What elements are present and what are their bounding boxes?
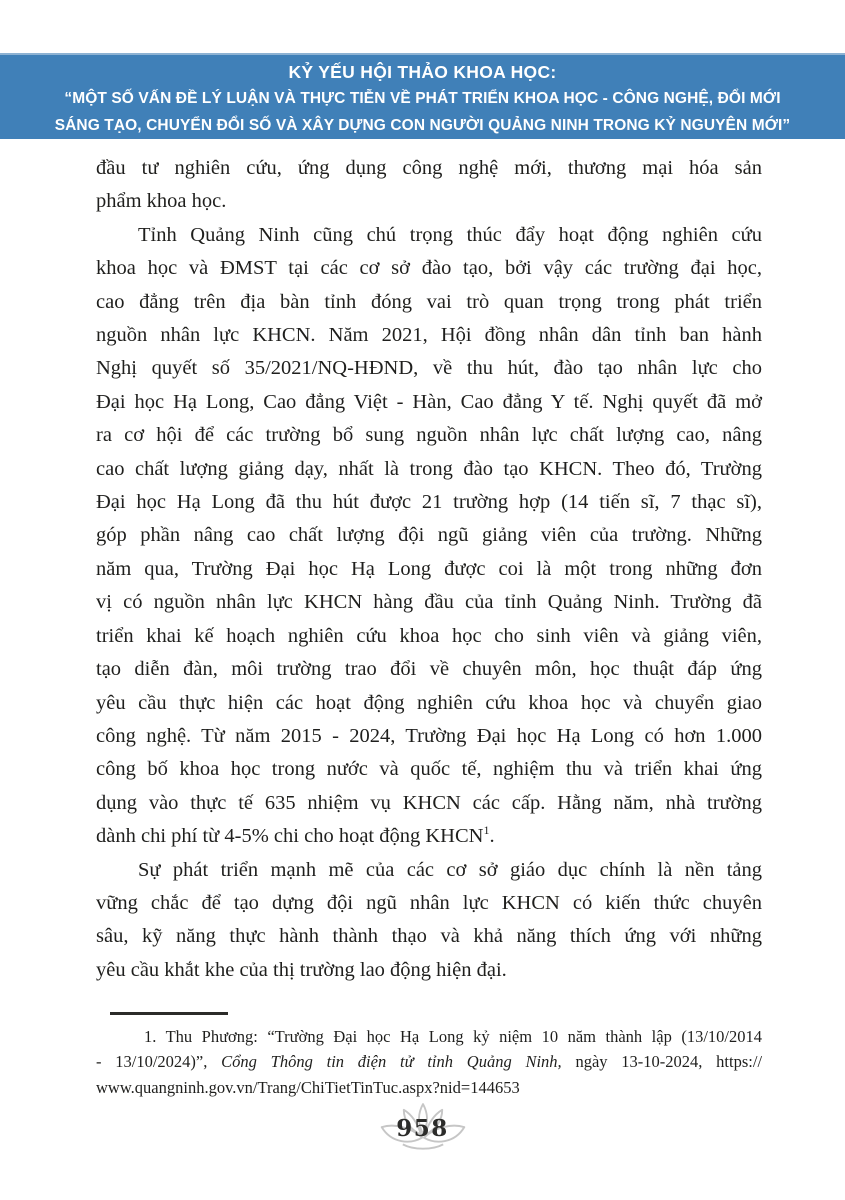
body-line: vị có nguồn nhân lực KHCN hàng đầu của tỉnh Quảng Ninh. Trường đã	[96, 591, 762, 614]
footnote-url: www.quangninh.gov.vn/Trang/ChiTietTinTuc.aspx?nid=144653	[96, 1078, 520, 1098]
body-text	[96, 152, 762, 987]
body-line: đầu tư nghiên cứu, ứng dụng công nghệ mới, thương mại hóa sản	[96, 157, 762, 179]
body-line: sâu, kỹ năng thực hành thành thạo và khả năng thích ứng với những	[96, 925, 762, 948]
body-line: góp phần nâng cao chất lượng đội ngũ giảng viên của trường. Những	[96, 524, 762, 547]
body-line: vững chắc để tạo dựng đội ngũ nhân lực KHCN có kiến thức chuyên	[96, 891, 762, 914]
footnote-line	[96, 1049, 762, 1075]
body-line: dụng vào thực tế 635 nhiệm vụ KHCN các cấp. Hằng năm, nhà trường	[96, 791, 762, 814]
body-line: ra cơ hội để các trường bổ sung nguồn nhân lực chất lượng cao, nâng	[96, 424, 762, 447]
body-line: Tỉnh Quảng Ninh cũng chú trọng thúc đẩy hoạt động nghiên cứu	[138, 223, 762, 246]
body-line: năm qua, Trường Đại học Hạ Long được coi là một trong những đơn	[96, 557, 762, 580]
body-line: Đại học Hạ Long, Cao đẳng Việt - Hàn, Cao đẳng Y tế. Nghị quyết đã mở	[96, 390, 762, 413]
page-number-ornament	[375, 1100, 471, 1160]
body-line: cao đẳng trên địa bàn tỉnh đóng vai trò quan trọng trong phát triển	[96, 290, 762, 313]
body-line: tạo diễn đàn, môi trường trao đổi về chuyên môn, học thuật đáp ứng	[96, 658, 762, 681]
body-text-segment: dành chi phí từ 4-5% chi cho hoạt động KHCN	[96, 825, 484, 848]
footnote-reference-marker: 1	[483, 823, 490, 838]
body-line: phẩm khoa học.	[96, 190, 227, 213]
page-footer	[0, 1100, 845, 1160]
body-line	[96, 820, 762, 853]
body-line: triển khai kế hoạch nghiên cứu khoa học cho sinh viên và giảng viên,	[96, 624, 762, 647]
body-line: cao chất lượng giảng dạy, nhất là trong đào tạo KHCN. Theo đó, Trường	[96, 457, 762, 480]
footnote-section	[96, 1012, 762, 1101]
body-text-segment: .	[489, 825, 495, 848]
body-line: khoa học và ĐMST tại các cơ sở đào tạo, bởi vậy các trường đại học,	[96, 257, 762, 280]
header-banner	[0, 53, 845, 139]
page-number: 958	[396, 1115, 449, 1142]
footnote-text-segment: ngày 13-10-2024, https://	[561, 1052, 763, 1072]
body-line: công bố khoa học trong nước và quốc tế, nghiệm thu và triển khai ứng	[96, 758, 762, 781]
body-line: Sự phát triển mạnh mẽ của các cơ sở giáo dục chính là nền tảng	[138, 858, 762, 881]
footnote-separator-rule	[110, 1012, 228, 1015]
banner-subtitle-line1: “MỘT SỐ VẤN ĐỀ LÝ LUẬN VÀ THỰC TIỄN VỀ PHÁT TRIỂN KHOA HỌC - CÔNG NGHỆ, ĐỔI MỚI	[64, 90, 781, 107]
footnote-source-title: Cổng Thông tin điện tử tỉnh Quảng Ninh,	[221, 1052, 562, 1072]
banner-title: KỶ YẾU HỘI THẢO KHOA HỌC:	[288, 62, 557, 82]
body-line: công nghệ. Từ năm 2015 - 2024, Trường Đại học Hạ Long có hơn 1.000	[96, 724, 762, 747]
body-line: yêu cầu thực hiện các hoạt động nghiên cứu khoa học và chuyển giao	[96, 691, 762, 714]
body-line: Nghị quyết số 35/2021/NQ-HĐND, về thu hút, đào tạo nhân lực cho	[96, 357, 762, 380]
body-line: nguồn nhân lực KHCN. Năm 2021, Hội đồng nhân dân tỉnh ban hành	[96, 324, 762, 347]
body-line: yêu cầu khắt khe của thị trường lao động hiện đại.	[96, 958, 507, 981]
footnote-line: 1. Thu Phương: “Trường Đại học Hạ Long kỷ niệm 10 năm thành lập (13/10/2014	[144, 1026, 762, 1046]
body-line: Đại học Hạ Long đã thu hút được 21 trường hợp (14 tiến sĩ, 7 thạc sĩ),	[96, 491, 762, 514]
banner-subtitle-line2: SÁNG TẠO, CHUYỂN ĐỔI SỐ VÀ XÂY DỰNG CON NGƯỜI QUẢNG NINH TRONG KỶ NGUYÊN MỚI”	[54, 117, 791, 134]
footnote-text-segment: - 13/10/2024)”,	[96, 1052, 222, 1072]
